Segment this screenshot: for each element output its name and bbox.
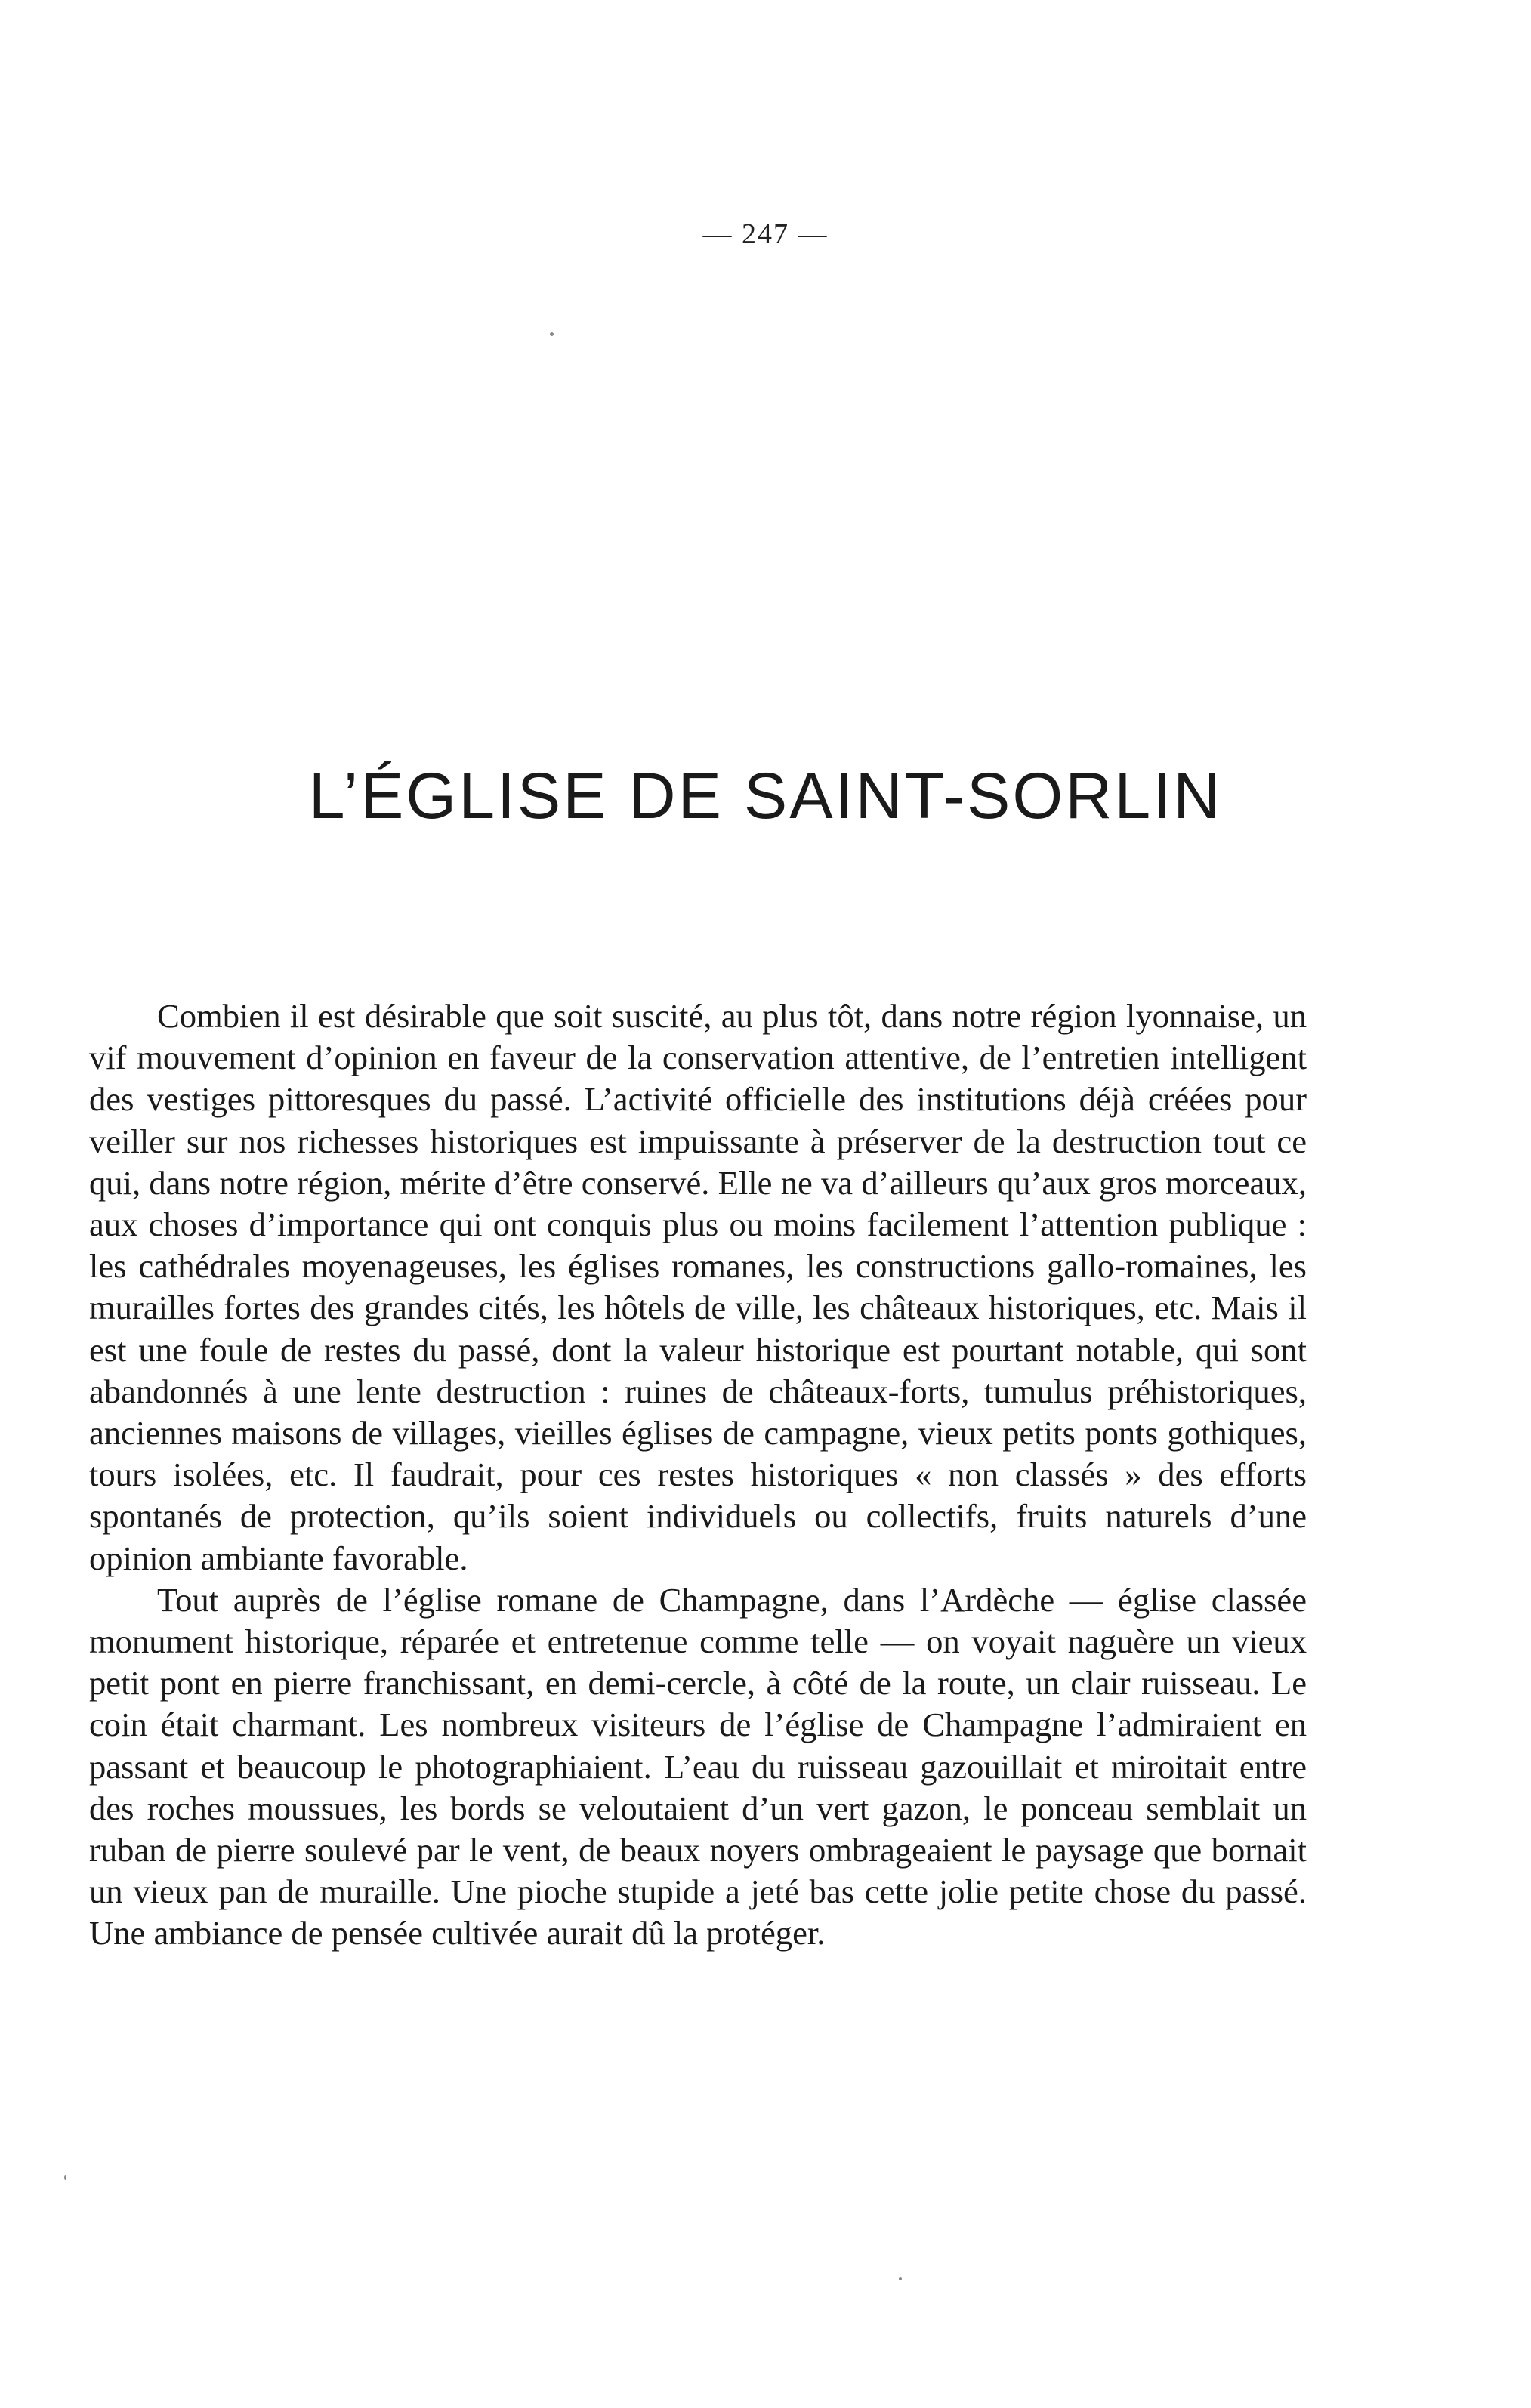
paper-speck <box>550 332 554 336</box>
paragraph-2: Tout auprès de l’église romane de Champagne, dans l’Ardèche — église classée monument historique, réparée et entretenue comme telle — on voyait naguère un vieux petit pont en pierre franchissant, en demi-cercle, à côté de la route, un clair ruisseau. Le coin était charmant. Les nombreux visiteurs de l’église de Champagne l’admiraient en passant et beaucoup le photographiaient. L’eau du ruisseau gazouillait et miroitait entre des roches moussues, les bords se veloutaient d’un vert gazon, le ponceau semblait un ruban de pierre soulevé par le vent, de beaux noyers ombrageaient le paysage que bornait un vieux pan de muraille. Une pioche stupide a jeté bas cette jolie petite chose du passé. Une ambiance de pensée cultivée aurait dû la protéger. <box>89 1580 1307 1953</box>
paragraph-1: Combien il est désirable que soit suscité, au plus tôt, dans notre région lyonnaise, un vif mouvement d’opinion en faveur de la conservation attentive, de l’entretien intelligent des vestiges pittoresques du passé. L’activité officielle des institutions déjà créées pour veiller sur nos richesses historiques est impuissante à préserver de la destruction tout ce qui, dans notre région, mérite d’être conservé. Elle ne va d’ailleurs qu’aux gros morceaux, aux choses d’importance qui ont conquis plus ou moins facilement l’attention publique : les cathédrales moyenageuses, les églises romanes, les constructions gallo-romaines, les murailles fortes des grandes cités, les hôtels de ville, les châteaux historiques, etc. Mais il est une foule de restes du passé, dont la valeur historique est pourtant notable, qui sont abandonnés à une lente destruction : ruines de châteaux-forts, tumulus préhistoriques, anciennes maisons de villages, vieilles églises de campagne, vieux petits ponts gothiques, tours isolées, etc. Il faudrait, pour ces restes historiques « non classés » des efforts spontanés de protection, qu’ils soient individuels ou collectifs, fruits naturels d’une opinion ambiante favorable. <box>89 997 1307 1577</box>
article-title: L’ÉGLISE DE SAINT-SORLIN <box>308 760 1223 832</box>
article-body <box>89 996 1307 1955</box>
paper-speck <box>899 2277 902 2280</box>
page-number: — 247 — <box>702 218 829 250</box>
paper-speck <box>64 2175 66 2180</box>
